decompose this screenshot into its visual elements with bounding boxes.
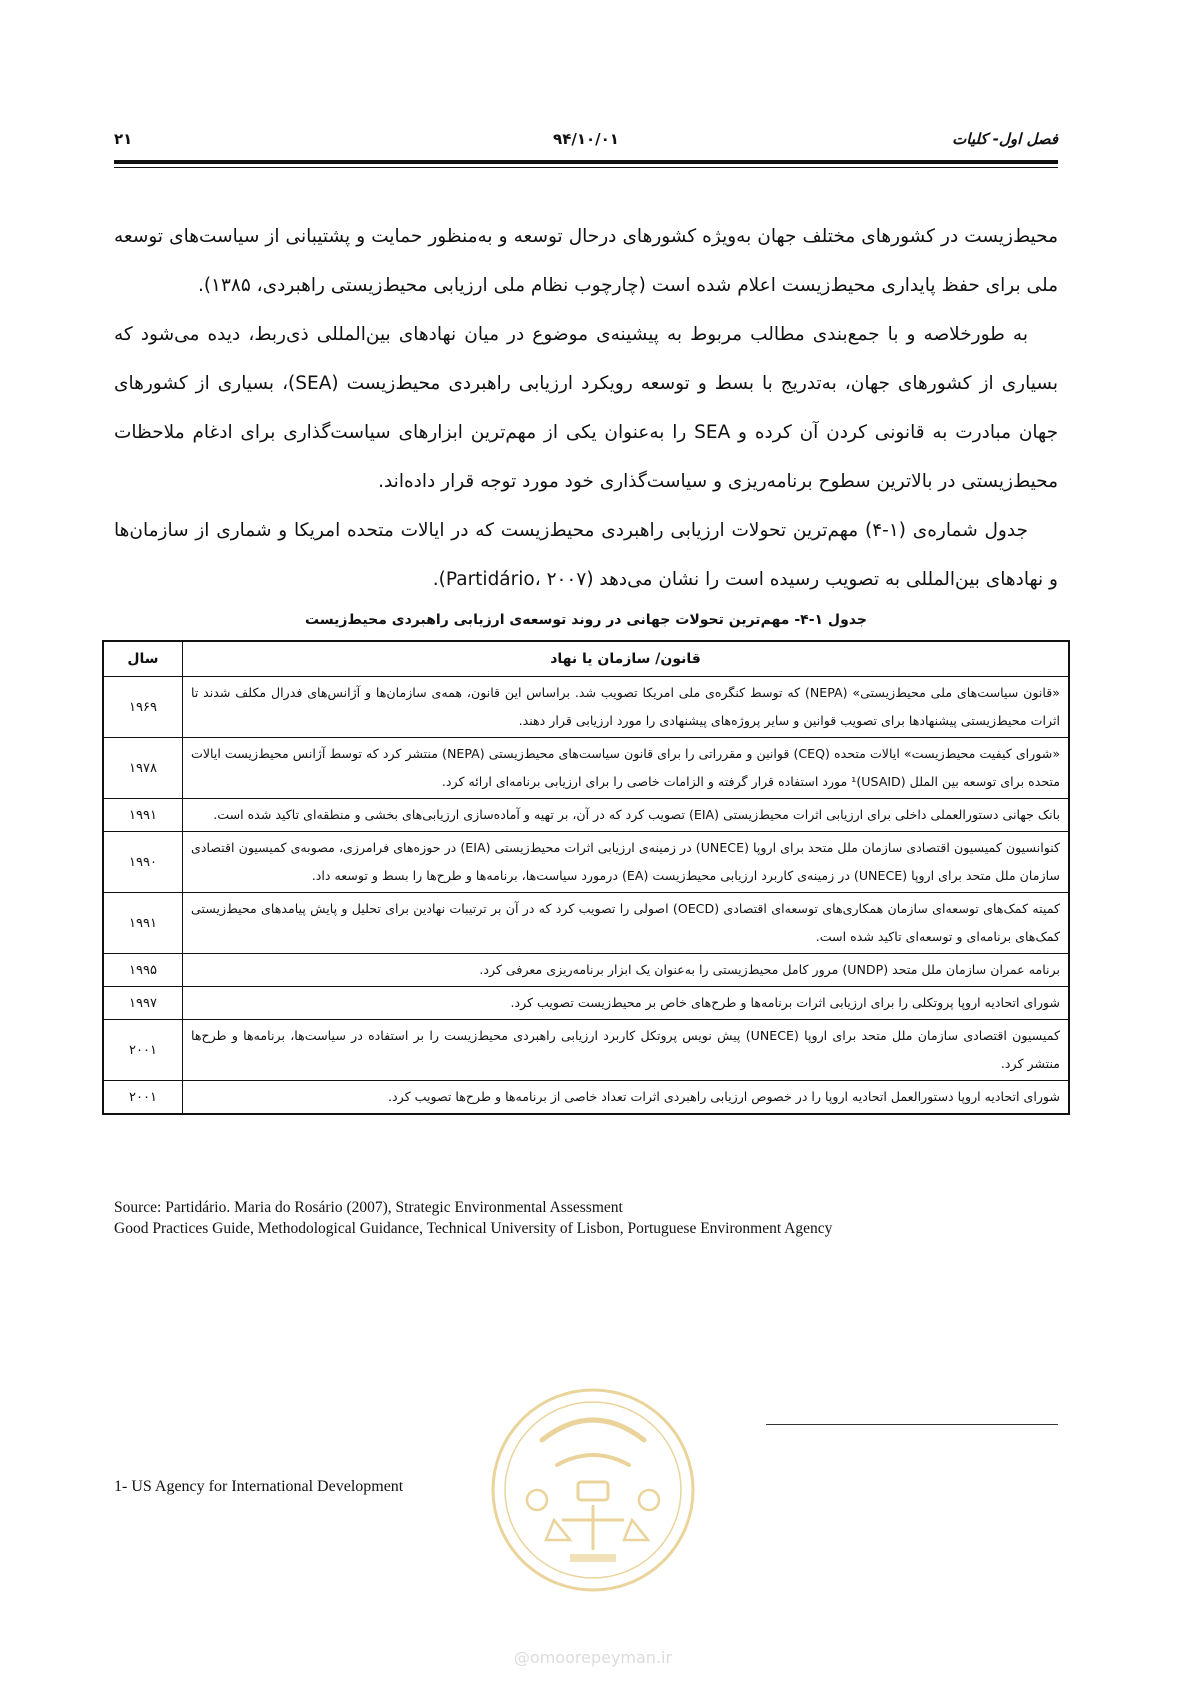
- year-cell: ۱۹۹۱: [103, 893, 183, 954]
- table-row: [103, 1081, 1069, 1115]
- law-cell: کنوانسیون کمیسیون اقتصادی سازمان ملل متحد برای اروپا (UNECE) در زمینه‌ی ارزیابی اثرات محیط‌زیستی (EIA) در حوزه‌های فرامرزی، مصوبه‌ی کمیسیون اقتصادی سازمان ملل متحد برای اروپا (UNECE) در زمینه‌ی کاربرد ارزیابی محیط‌زیست (EA) درمورد سیاست‌ها، برنامه‌ها و طرح‌ها را بسط و توسعه داد.: [183, 832, 1070, 893]
- header-rule-thin: [114, 167, 1058, 168]
- law-cell: شورای اتحادیه اروپا دستورالعمل اتحادیه اروپا را در خصوص ارزیابی راهبردی اثرات تعداد خاصی از برنامه‌ها و طرح‌ها تصویب کرد.: [183, 1081, 1070, 1115]
- seal-icon: [482, 1370, 704, 1670]
- page-number: ۲۱: [114, 130, 133, 148]
- table-row: [103, 832, 1069, 893]
- table-row: [103, 677, 1069, 738]
- year-cell: ۱۹۶۹: [103, 677, 183, 738]
- source-line: Source: Partidário. Maria do Rosário (2007), Strategic Environmental Assessment: [114, 1199, 623, 1216]
- year-cell: ۱۹۹۱: [103, 799, 183, 832]
- document-code: ۹۴/۱۰/۰۱: [553, 130, 619, 148]
- table-header-row: [103, 641, 1069, 677]
- developments-table: [102, 640, 1070, 1115]
- table-row: [103, 893, 1069, 954]
- year-cell: ۱۹۷۸: [103, 738, 183, 799]
- table-row: [103, 799, 1069, 832]
- year-cell: ۱۹۹۵: [103, 954, 183, 987]
- year-cell: ۱۹۹۷: [103, 987, 183, 1020]
- header-rule-thick: [114, 160, 1058, 164]
- paragraph: به طورخلاصه و با جمع‌بندی مطالب مربوط به پیشینه‌ی موضوع در میان نهادهای بین‌المللی ذی‌ربط، دیده می‌شود که بسیاری از کشورهای جهان، به‌تدریج با بسط و توسعه رویکرد ارزیابی راهبردی محیط‌زیست (SEA)، بسیاری از کشورهای جهان مبادرت به قانونی کردن آن کرده و SEA را به‌عنوان یکی از مهم‌ترین ابزارهای سیاست‌گذاری برای ادغام ملاحظات محیط‌زیستی در بالاترین سطوح برنامه‌ریزی و سیاست‌گذاری خود مورد توجه قرار داده‌اند.: [114, 324, 1059, 492]
- paragraph: جدول شماره‌ی (۱-۴) مهم‌ترین تحولات ارزیابی راهبردی محیط‌زیست که در ایالات متحده امریکا و شماری از سازمان‌ها و نهادهای بین‌المللی به تصویب رسیده است را نشان می‌دهد (Partidário، ۲۰۰۷).: [114, 520, 1058, 590]
- table-caption: جدول ۱-۴- مهم‌ترین تحولات جهانی در روند توسعه‌ی ارزیابی راهبردی محیط‌زیست: [305, 612, 867, 628]
- law-cell: شورای اتحادیه اروپا پروتکلی را برای ارزیابی اثرات برنامه‌ها و طرح‌های خاص بر محیط‌زیست تصویب کرد.: [183, 987, 1070, 1020]
- law-cell: کمیته کمک‌های توسعه‌ای سازمان همکاری‌های توسعه‌ای اقتصادی (OECD) اصولی را تصویب کرد که در آن بر ترتیبات نهادین برای تحلیل و پایش پیامدهای محیط‌زیستی کمک‌های برنامه‌ای و توسعه‌ای تاکید شده است.: [183, 893, 1070, 954]
- column-header-year: سال: [103, 641, 183, 677]
- table-row: [103, 738, 1069, 799]
- watermark-url: @omoorepeyman.ir: [513, 1648, 673, 1667]
- law-cell: برنامه عمران سازمان ملل متحد (UNDP) مرور کامل محیط‌زیستی را به‌عنوان یک ابزار برنامه‌ریزی معرفی کرد.: [183, 954, 1070, 987]
- body-text: [114, 212, 1058, 604]
- law-cell: «قانون سیاست‌های ملی محیط‌زیستی» (NEPA) که توسط کنگره‌ی ملی امریکا تصویب شد. براساس این قانون، همه‌ی سازمان‌ها و آژانس‌های فدرال مکلف شدند تا اثرات محیط‌زیستی پیشنهادها برای تصویب قوانین و سایر پروژه‌های پیشنهادی را مورد ارزیابی قرار دهند.: [183, 677, 1070, 738]
- column-header-law: قانون/ سازمان یا نهاد: [183, 641, 1070, 677]
- footnote-rule: [766, 1424, 1058, 1425]
- year-cell: ۲۰۰۱: [103, 1081, 183, 1115]
- paragraph: محیط‌زیست در کشورهای مختلف جهان به‌ویژه کشورهای درحال توسعه و به‌منظور حمایت و پشتیبانی از سیاست‌های توسعه ملی برای حفظ پایداری محیط‌زیست اعلام شده است (چارچوب نظام ملی ارزیابی محیط‌زیستی راهبردی، ۱۳۸۵).: [114, 226, 1058, 296]
- watermark-logo: [482, 1370, 704, 1670]
- year-cell: ۱۹۹۰: [103, 832, 183, 893]
- table-row: [103, 987, 1069, 1020]
- table-row: [103, 1020, 1069, 1081]
- table-row: [103, 954, 1069, 987]
- law-cell: «شورای کیفیت محیط‌زیست» ایالات متحده (CEQ) قوانین و مقرراتی را برای قانون سیاست‌های محیط‌زیستی (NEPA) منتشر کرد که توسط آژانس محیط‌زیست ایالات متحده برای توسعه بین الملل (USAID)¹ مورد استفاده قرار گرفته و الزامات خاصی را برای ارزیابی برنامه‌ای ارائه کرد.: [183, 738, 1070, 799]
- law-cell: کمیسیون اقتصادی سازمان ملل متحد برای اروپا (UNECE) پیش نویس پروتکل کاربرد ارزیابی راهبردی محیط‌زیست را بر استفاده در سیاست‌ها، برنامه‌ها و طرح‌ها منتشر کرد.: [183, 1020, 1070, 1081]
- source-line: Good Practices Guide, Methodological Guidance, Technical University of Lisbon, Portuguese Environment Agency: [114, 1220, 833, 1237]
- footnote: 1- US Agency for International Development: [114, 1478, 404, 1495]
- chapter-title: فصل اول- کلیات: [952, 130, 1058, 148]
- law-cell: بانک جهانی دستورالعملی داخلی برای ارزیابی اثرات محیط‌زیستی (EIA) تصویب کرد که در آن، بر تهیه و آماده‌سازی ارزیابی‌های بخشی و منطقه‌ای تاکید شده است.: [183, 799, 1070, 832]
- table-source: [114, 1197, 1058, 1239]
- year-cell: ۲۰۰۱: [103, 1020, 183, 1081]
- page-header: [114, 130, 1058, 154]
